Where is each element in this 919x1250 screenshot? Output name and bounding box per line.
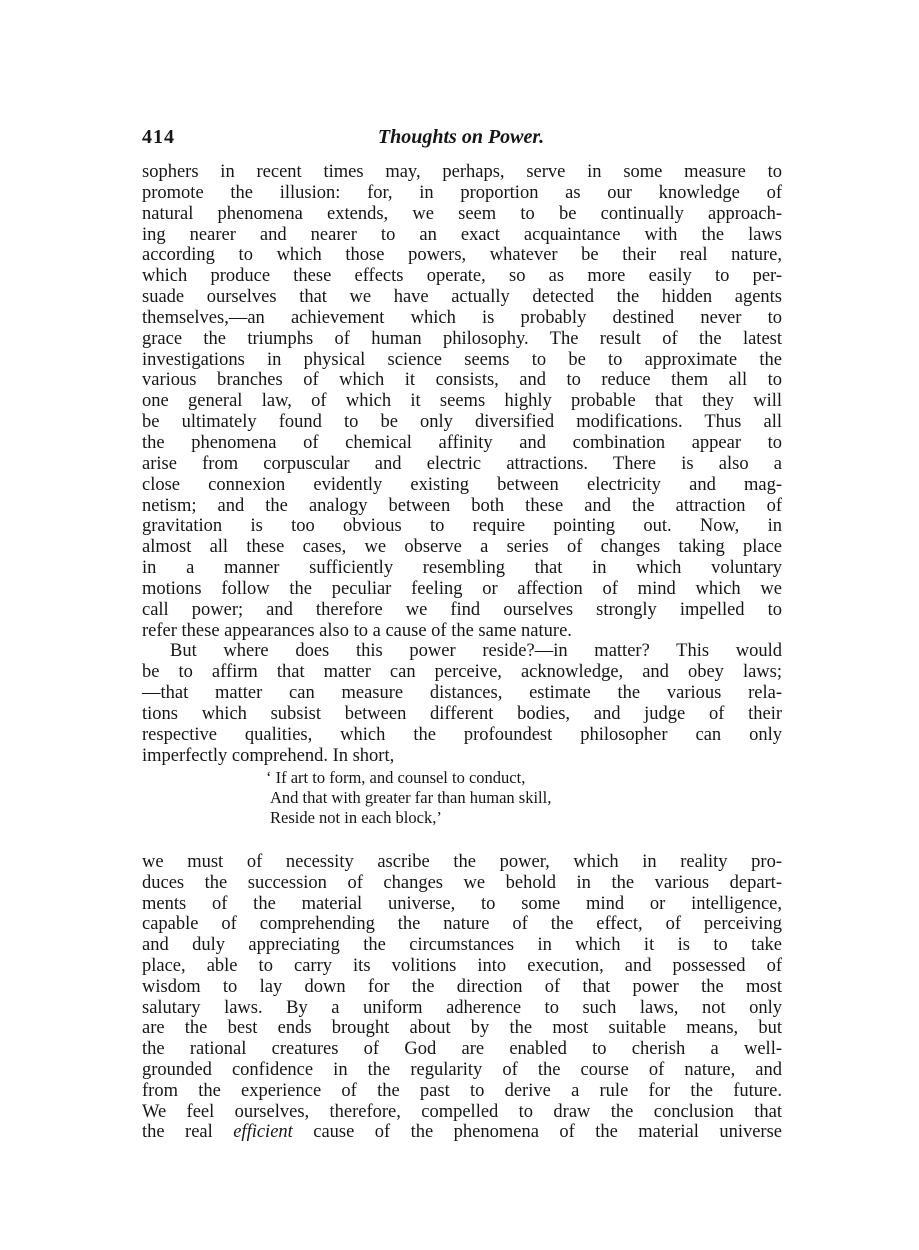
running-title: Thoughts on Power.	[377, 126, 545, 148]
text-line: and duly appreciating the circumstances in which it is to take	[142, 935, 782, 956]
text-line: almost all these cases, we observe a series of changes taking place	[142, 537, 782, 558]
verse-quotation	[142, 768, 782, 828]
text-line: respective qualities, which the profoundest philosopher can only	[142, 724, 782, 745]
text-line: tions which subsist between different bodies, and judge of their	[142, 703, 782, 724]
paragraph	[142, 641, 782, 766]
text-line: from the experience of the past to derive a rule for the future.	[142, 1080, 782, 1101]
text-line: in a manner sufficiently resembling that in which voluntary	[142, 558, 782, 579]
text-line: various branches of which it consists, and to reduce them all to	[142, 370, 782, 391]
text-line: salutary laws. By a uniform adherence to such laws, not only	[142, 997, 782, 1018]
text-line: duces the succession of changes we behold in the various depart-	[142, 872, 782, 893]
verse-line: ‘ If art to form, and counsel to conduct,	[266, 768, 526, 788]
verse-line: And that with greater far than human skill,	[270, 788, 552, 808]
text-line: gravitation is too obvious to require pointing out. Now, in	[142, 516, 782, 537]
text-line: wisdom to lay down for the direction of that power the most	[142, 976, 782, 997]
text-line: netism; and the analogy between both these and the attraction of	[142, 495, 782, 516]
emphasized-word: efficient	[233, 1122, 293, 1143]
text-line: —that matter can measure distances, estimate the various rela-	[142, 683, 782, 704]
text-line: are the best ends brought about by the most suitable means, but	[142, 1018, 782, 1039]
text-line: the phenomena of chemical affinity and combination appear to	[142, 432, 782, 453]
text-line: one general law, of which it seems highly probable that they will	[142, 391, 782, 412]
paragraph	[142, 852, 782, 1143]
text-line: we must of necessity ascribe the power, which in reality pro-	[142, 852, 782, 872]
text-line: capable of comprehending the nature of the effect, of perceiving	[142, 914, 782, 935]
text-line: according to which those powers, whatever be their real nature,	[142, 245, 782, 266]
text-line: promote the illusion: for, in proportion as our knowledge of	[142, 182, 782, 203]
body-text-upper	[142, 162, 782, 850]
text-line: be ultimately found to be only diversified modifications. Thus all	[142, 412, 782, 433]
text-line: place, able to carry its volitions into execution, and possessed of	[142, 955, 782, 976]
text-line: sophers in recent times may, perhaps, serve in some measure to	[142, 162, 782, 182]
text-line: refer these appearances also to a cause of the same nature.	[142, 620, 572, 641]
verse-line: Reside not in each block,’	[270, 808, 442, 828]
text-line: imperfectly comprehend. In short,	[142, 745, 395, 766]
text-run: cause of the phenomena of the material universe	[292, 1122, 783, 1143]
text-line-final	[142, 1122, 782, 1143]
text-line: which produce these effects operate, so as more easily to per-	[142, 266, 782, 287]
page-header	[142, 126, 780, 152]
text-run: the real	[142, 1122, 234, 1143]
text-line: natural phenomena extends, we seem to be continually approach-	[142, 203, 782, 224]
paragraph	[142, 162, 782, 641]
text-line: But where does this power reside?—in matter? This would	[170, 641, 782, 662]
text-line: arise from corpuscular and electric attractions. There is also a	[142, 453, 782, 474]
text-line: close connexion evidently existing between electricity and mag-	[142, 474, 782, 495]
text-line: call power; and therefore we find ourselves strongly impelled to	[142, 599, 782, 620]
text-line: suade ourselves that we have actually detected the hidden agents	[142, 287, 782, 308]
text-line: be to affirm that matter can perceive, acknowledge, and obey laws;	[142, 662, 782, 683]
text-line: We feel ourselves, therefore, compelled to draw the conclusion that	[142, 1101, 782, 1122]
text-line: ing nearer and nearer to an exact acquaintance with the laws	[142, 224, 782, 245]
body-text-lower	[142, 852, 782, 1143]
text-line: ments of the material universe, to some mind or intelligence,	[142, 893, 782, 914]
text-line: grace the triumphs of human philosophy. The result of the latest	[142, 328, 782, 349]
text-line: the rational creatures of God are enabled to cherish a well-	[142, 1039, 782, 1060]
text-line: grounded confidence in the regularity of the course of nature, and	[142, 1059, 782, 1080]
page-number: 414	[142, 126, 175, 148]
text-line: themselves,—an achievement which is probably destined never to	[142, 307, 782, 328]
text-line: investigations in physical science seems to be to approximate the	[142, 349, 782, 370]
text-line: motions follow the peculiar feeling or affection of mind which we	[142, 578, 782, 599]
